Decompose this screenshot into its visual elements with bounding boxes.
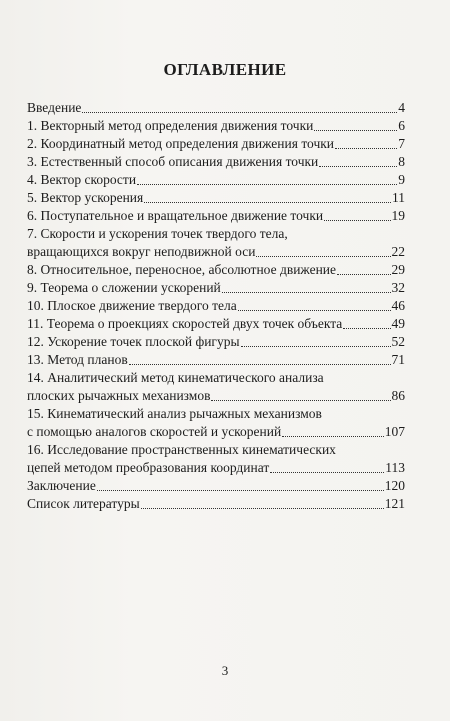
page-title: ОГЛАВЛЕНИЕ <box>163 60 287 79</box>
toc-page-number: 71 <box>391 352 405 367</box>
toc-entry-text: плоских рычажных механизмов <box>27 388 211 403</box>
toc-entry <box>27 333 405 351</box>
toc-entry <box>27 495 405 513</box>
toc-entry-text: Список литературы <box>27 496 140 511</box>
toc-page-number: 49 <box>391 316 405 331</box>
toc-entry-text: с помощью аналогов скоростей и ускорений <box>27 424 282 439</box>
toc-entry-text: вращающихся вокруг неподвижной оси <box>27 244 256 259</box>
toc-entry-first-line: 14. Аналитический метод кинематического анализа <box>27 370 324 385</box>
toc-entry-text: 11. Теорема о проекциях скоростей двух точек объекта <box>27 316 343 331</box>
toc-page-number: 9 <box>398 172 405 187</box>
dot-leader <box>129 364 391 365</box>
toc-entry <box>27 153 405 171</box>
dot-leader <box>256 256 390 257</box>
toc-page-number: 22 <box>391 244 405 259</box>
toc-page-number: 52 <box>391 334 405 349</box>
toc-entry <box>27 297 405 315</box>
toc-entry <box>27 99 405 117</box>
toc-page-number: 86 <box>391 388 405 403</box>
toc-page-number: 4 <box>398 100 405 115</box>
toc-entry <box>27 261 405 279</box>
toc-page-number: 113 <box>385 460 405 475</box>
toc-entry <box>27 117 405 135</box>
toc-entry-text: 13. Метод планов <box>27 352 128 367</box>
toc-page-number: 6 <box>398 118 405 133</box>
toc-entry-text: 4. Вектор скорости <box>27 172 137 187</box>
dot-leader <box>270 472 384 473</box>
dot-leader <box>144 202 391 203</box>
toc-entry-text: 1. Векторный метод определения движения точки <box>27 118 314 133</box>
toc-entry <box>27 135 405 153</box>
toc-entry <box>27 423 405 441</box>
toc-page-number: 32 <box>391 280 405 295</box>
page-number-footer: 3 <box>221 663 229 678</box>
toc-entry-first-line: 15. Кинематический анализ рычажных механизмов <box>27 406 322 421</box>
toc-page-number: 19 <box>391 208 405 223</box>
toc-entry <box>27 387 405 405</box>
toc-entry-text: 12. Ускорение точек плоской фигуры <box>27 334 240 349</box>
toc-entry-first-line: 7. Скорости и ускорения точек твердого тела, <box>27 226 288 241</box>
toc-page-number: 7 <box>398 136 405 151</box>
dot-leader <box>137 184 397 185</box>
dot-leader <box>222 292 391 293</box>
toc-page-number: 120 <box>384 478 405 493</box>
dot-leader <box>141 508 384 509</box>
dot-leader <box>314 130 397 131</box>
toc-entry <box>27 171 405 189</box>
toc-entry-text: 5. Вектор ускорения <box>27 190 144 205</box>
toc-page-number: 8 <box>398 154 405 169</box>
toc-entry-text: 3. Естественный способ описания движения точки <box>27 154 319 169</box>
toc-entry <box>27 351 405 369</box>
dot-leader <box>238 310 391 311</box>
toc-page-number: 11 <box>392 190 405 205</box>
toc-page-number: 29 <box>391 262 405 277</box>
toc-entry <box>27 207 405 225</box>
toc-entry-first-line: 16. Исследование пространственных кинематических <box>27 442 336 457</box>
dot-leader <box>282 436 384 437</box>
toc-entry <box>27 279 405 297</box>
toc-entry-text: 8. Относительное, переносное, абсолютное движение <box>27 262 337 277</box>
toc-entry <box>27 189 405 207</box>
dot-leader <box>324 220 390 221</box>
toc-entry-text: цепей методом преобразования координат <box>27 460 270 475</box>
dot-leader <box>97 490 384 491</box>
toc-page-number: 107 <box>384 424 405 439</box>
toc-page-number: 121 <box>384 496 405 511</box>
table-of-contents <box>27 99 405 513</box>
dot-leader <box>82 112 397 113</box>
toc-entry-text: Введение <box>27 100 82 115</box>
toc-entry <box>27 243 405 261</box>
toc-entry <box>27 315 405 333</box>
toc-entry-text: 2. Координатный метод определения движения точки <box>27 136 335 151</box>
toc-page-number: 46 <box>391 298 405 313</box>
toc-entry-text: 9. Теорема о сложении ускорений <box>27 280 221 295</box>
toc-entry <box>27 477 405 495</box>
dot-leader <box>343 328 390 329</box>
dot-leader <box>319 166 397 167</box>
toc-entry-text: Заключение <box>27 478 96 493</box>
toc-entry <box>27 459 405 477</box>
dot-leader <box>335 148 397 149</box>
toc-entry-text: 10. Плоское движение твердого тела <box>27 298 237 313</box>
dot-leader <box>211 400 390 401</box>
dot-leader <box>337 274 390 275</box>
dot-leader <box>241 346 391 347</box>
toc-entry-text: 6. Поступательное и вращательное движение точки <box>27 208 324 223</box>
